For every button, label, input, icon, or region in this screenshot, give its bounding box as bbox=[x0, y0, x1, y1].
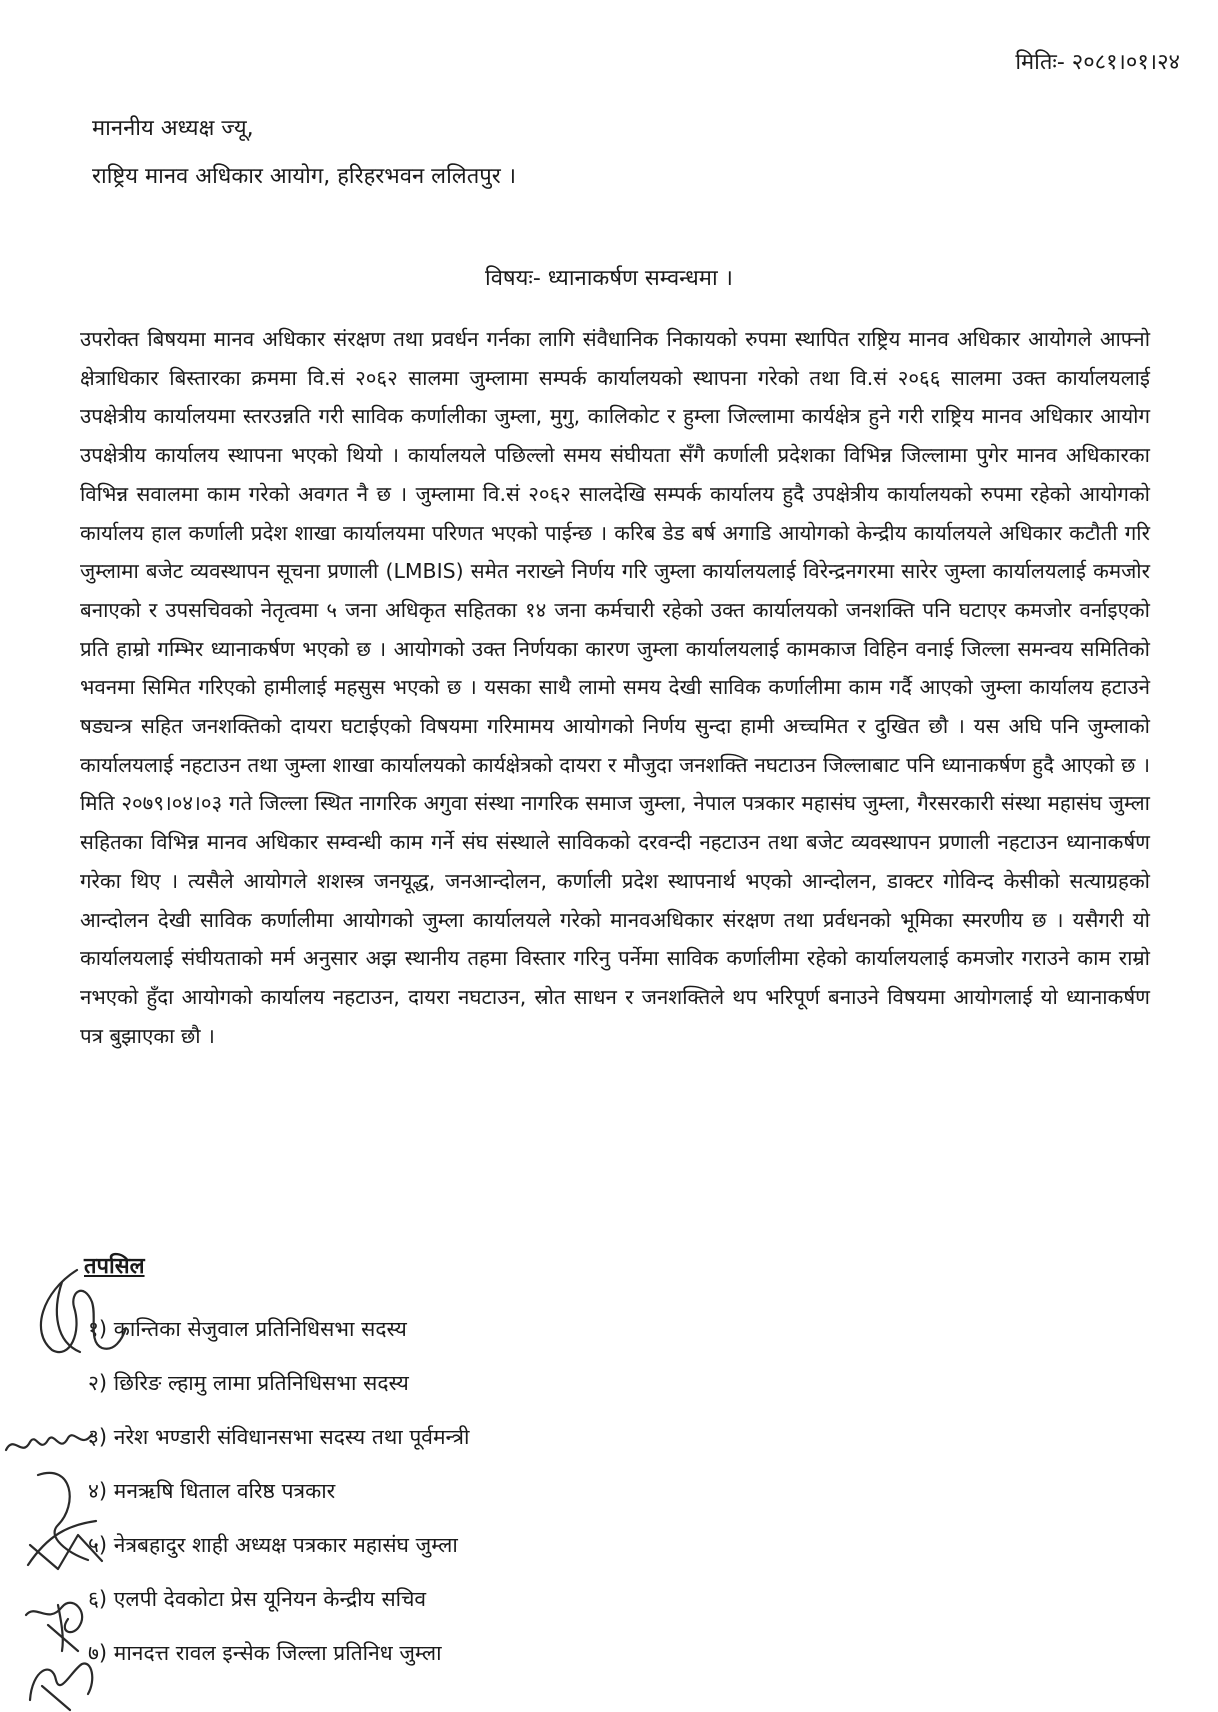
signatory-item: २) छिरिङ ल्हामु लामा प्रतिनिधिसभा सदस्य bbox=[88, 1371, 409, 1395]
signatory-item: १) कान्तिका सेजुवाल प्रतिनिधिसभा सदस्य bbox=[88, 1317, 407, 1341]
letter-date: मितिः- २०८१।०१।२४ bbox=[1015, 50, 1180, 75]
signatory-list bbox=[88, 1302, 469, 1680]
tapasil-heading: तपसिल bbox=[84, 1254, 145, 1279]
signatory-item: ७) मानदत्त रावल इन्सेक जिल्ला प्रतिनिध जुम्ला bbox=[88, 1641, 442, 1665]
signature-3 bbox=[0, 1420, 100, 1468]
signatory-item: ३) नरेश भण्डारी संविधानसभा सदस्य तथा पूर्वमन्त्री bbox=[88, 1425, 470, 1449]
signatory-item: ४) मनऋषि धिताल वरिष्ठ पत्रकार bbox=[88, 1479, 336, 1503]
signatory-item: ५) नेत्रबहादुर शाही अध्यक्ष पत्रकार महासंघ जुम्ला bbox=[88, 1533, 458, 1557]
letter-subject: विषयः- ध्यानाकर्षण सम्वन्धमा । bbox=[485, 266, 733, 291]
letter-body: उपरोक्त बिषयमा मानव अधिकार संरक्षण तथा प्रवर्धन गर्नका लागि संवैधानिक निकायको रुपमा स्थापित राष्ट्रिय मानव अधिकार आयोगले आफ्नो क्षेत्राधिकार बिस्तारका क्रममा वि.सं २०६२ सालमा जुम्लामा सम्पर्क कार्यालयको स्थापना गरेको तथा वि.सं २०६६ सालमा उक्त कार्यालयलाई उपक्षेत्रीय कार्यालयमा स्तरउन्नति गरी साविक कर्णालीका जुम्ला, मुगु, कालिकोट र हुम्ला जिल्लामा कार्यक्षेत्र हुने गरी राष्ट्रिय मानव अधिकार आयोग उपक्षेत्रीय कार्यालय स्थापना भएको थियो । कार्यालयले पछिल्लो समय संघीयता सँगै कर्णाली प्रदेशका विभिन्न जिल्लामा पुगेर मानव अधिकारका विभिन्न सवालमा काम गरेको अवगत नै छ । जुम्लामा वि.सं २०६२ सालदेखि सम्पर्क कार्यालय हुदै उपक्षेत्रीय कार्यालयको रुपमा रहेको आयोगको कार्यालय हाल कर्णाली प्रदेश शाखा कार्यालयमा परिणत भएको पाईन्छ । करिब डेड बर्ष अगाडि आयोगको केन्द्रीय कार्यालयले अधिकार कटौती गरि जुम्लामा बजेट व्यवस्थापन सूचना प्रणाली (LMBIS) समेत नराख्ने निर्णय गरि जुम्ला कार्यालयलाई विरेन्द्रनगरमा सारेर जुम्ला कार्यालयलाई कमजोर बनाएको र उपसचिवको नेतृत्वमा ५ जना अधिकृत सहितका १४ जना कर्मचारी रहेको उक्त कार्यालयको जनशक्ति पनि घटाएर कमजोर वर्नाइएको प्रति हाम्रो गम्भिर ध्यानाकर्षण भएको छ । आयोगको उक्त निर्णयका कारण जुम्ला कार्यालयलाई कामकाज विहिन वनाई जिल्ला समन्वय समितिको भवनमा सिमित गरिएको हामीलाई महसुस भएको छ । यसका साथै लामो समय देखी साविक कर्णालीमा काम गर्दै आएको जुम्ला कार्यालय हटाउने षड्यन्त्र सहित जनशक्तिको दायरा घटाईएको विषयमा गरिमामय आयोगको निर्णय सुन्दा हामी अच्चमित र दुखित छौ । यस अघि पनि जुम्लाको कार्यालयलाई नहटाउन तथा जुम्ला शाखा कार्यालयको कार्यक्षेत्रको दायरा र मौजुदा जनशक्ति नघटाउन जिल्लाबाट पनि ध्यानाकर्षण हुदै आएको छ । मिति २०७९।०४।०३ गते जिल्ला स्थित नागरिक अगुवा संस्था नागरिक समाज जुम्ला, नेपाल पत्रकार महासंघ जुम्ला, गैरसरकारी संस्था महासंघ जुम्ला सहितका विभिन्न मानव अधिकार सम्वन्धी काम गर्ने संघ संस्थाले साविकको दरवन्दी नहटाउन तथा बजेट व्यवस्थापन प्रणाली नहटाउन ध्यानाकर्षण गरेका थिए । त्यसैले आयोगले शशस्त्र जनयूद्ध, जनआन्दोलन, कर्णाली प्रदेश स्थापनार्थ भएको आन्दोलन, डाक्टर गोविन्द केसीको सत्याग्रहको आन्दोलन देखी साविक कर्णालीमा आयोगको जुम्ला कार्यालयले गरेको मानवअधिकार संरक्षण तथा प्रर्वधनको भूमिका स्मरणीय छ । यसैगरी यो कार्यालयलाई संघीयताको मर्म अनुसार अझ स्थानीय तहमा विस्तार गरिनु पर्नेमा साविक कर्णालीमा रहेको कार्यालयलाई कमजोर गराउने काम राम्रो नभएको हुँदा आयोगको कार्यालय नहटाउन, दायरा नघटाउन, स्रोत साधन र जनशक्तिले थप भरिपूर्ण बनाउने विषयमा आयोगलाई यो ध्यानाकर्षण पत्र बुझाएका छौ । bbox=[80, 327, 1150, 1048]
signatory-item: ६) एलपी देवकोटा प्रेस यूनियन केन्द्रीय सचिव bbox=[88, 1587, 427, 1611]
addressee-organization: राष्ट्रिय मानव अधिकार आयोग, हरिहरभवन ललितपुर । bbox=[92, 164, 517, 189]
addressee-title: माननीय अध्यक्ष ज्यू, bbox=[92, 116, 254, 141]
